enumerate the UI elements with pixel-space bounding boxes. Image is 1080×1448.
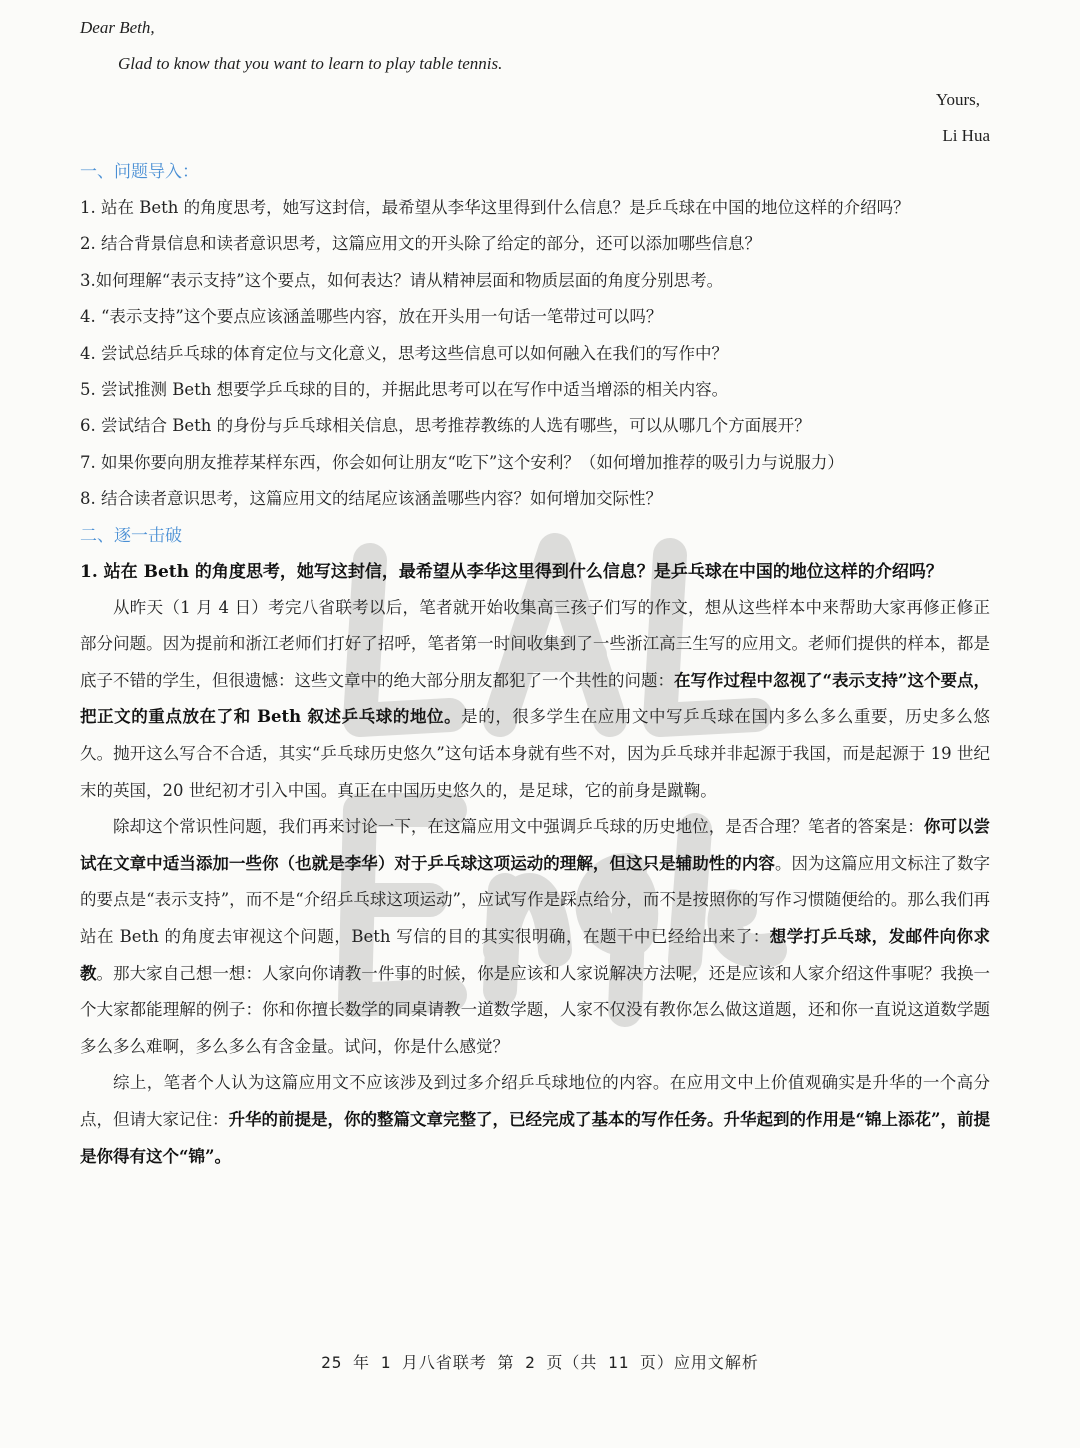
document-content <box>80 10 990 1175</box>
letter-closing: Yours, <box>935 90 980 109</box>
analysis-paragraph-1 <box>80 590 990 810</box>
letter-signature: Li Hua <box>942 126 990 145</box>
analysis-paragraph-2 <box>80 809 990 1065</box>
section2-question: 1. 站在 Beth 的角度思考，她写这封信，最希望从李华这里得到什么信息？是乒乓球在中国的地位这样的介绍吗？ <box>80 561 943 582</box>
letter-opening: Glad to know that you want to learn to play table tennis. <box>118 54 503 73</box>
text-span: 综上，笔者个人认为这篇应用文不应该涉及到过多介绍乒乓球地位的内容。在应用文中上价值观确实是升华的一个高分点，但请大家记住： <box>80 1073 990 1129</box>
section1-heading: 一、问题导入： <box>80 162 199 182</box>
emphasis-text: 在写作过程中忽视了“表示支持”这个要点，把正文的重点放在了和 Beth 叙述乒乓球的地位。 <box>80 670 991 727</box>
question-item: 4. 尝试总结乒乓球的体育定位与文化意义，思考这些信息可以如何融入在我们的写作中？ <box>80 343 728 363</box>
question-item: 3.如何理解“表示支持”这个要点，如何表达？请从精神层面和物质层面的角度分别思考。 <box>80 270 724 290</box>
text-span: 是的，很多学生在应用文中写乒乓球在国内多么多么重要，历史多么悠久。抛开这么写合不合适，其实“乒乓球历史悠久”这句话本身就有些不对，因为乒乓球并非起源于我国，而是起源于 19 世纪末的英国，20 世纪初才引入中国。真正在中国历史悠久的，是足球，它的前身是蹴鞠。 <box>80 707 990 800</box>
page-footer: 25 年 1 月八省联考 第 2 页（共 11 页）应用文解析 <box>321 1353 759 1372</box>
emphasis-text: 想学打乒乓球，发邮件向你求教 <box>80 927 991 983</box>
question-item: 7. 如果你要向朋友推荐某样东西，你会如何让朋友“吃下”这个安利？（如何增加推荐的吸引力与说服力） <box>80 452 844 472</box>
text-span: 。那大家自己想一想：人家向你请教一件事的时候，你是应该和人家说解决方法呢，还是应该和人家介绍这件事呢？我换一个大家都能理解的例子：你和你擅长数学的同桌请教一道数学题，人家不仅没有教你怎么做这道题，还和你一直说这道数学题多么多么难啊，多么多么有含金量。试问，你是什么感觉？ <box>80 963 991 1056</box>
question-item: 1. 站在 Beth 的角度思考，她写这封信，最希望从李华这里得到什么信息？是乒乓球在中国的地位这样的介绍吗？ <box>80 198 910 217</box>
question-item: 2. 结合背景信息和读者意识思考，这篇应用文的开头除了给定的部分，还可以添加哪些信息？ <box>80 234 761 254</box>
section2-heading: 二、逐一击破 <box>80 525 182 546</box>
analysis-paragraph-3 <box>80 1065 990 1175</box>
letter-salutation: Dear Beth, <box>80 18 155 37</box>
emphasis-text: 升华的前提是，你的整篇文章完整了，已经完成了基本的写作任务。升华起到的作用是“锦上添花”，前提是你得有这个“锦”。 <box>80 1109 991 1166</box>
emphasis-text: 你可以尝试在文章中适当添加一些你（也就是李华）对于乒乓球这项运动的理解，但这只是辅助性的内容 <box>80 817 991 873</box>
question-item: 4. “表示支持”这个要点应该涵盖哪些内容，放在开头用一句话一笔带过可以吗？ <box>80 307 663 327</box>
question-item: 6. 尝试结合 Beth 的身份与乒乓球相关信息，思考推荐教练的人选有哪些，可以从哪几个方面展开？ <box>80 416 811 436</box>
question-item: 5. 尝试推测 Beth 想要学乒乓球的目的，并据此思考可以在写作中适当增添的相关内容。 <box>80 380 729 400</box>
text-span: 除却这个常识性问题，我们再来讨论一下，在这篇应用文中强调乒乓球的历史地位，是否合理？笔者的答案是： <box>113 817 924 837</box>
text-span: 。因为这篇应用文标注了数字的要点是“表示支持”，而不是“介绍乒乓球这项运动”，应试写作是踩点给分，而不是按照你的写作习惯随便给的。那么我们再站在 Beth 的角度去审视这个问题，Beth 写信的目的其实很明确，在题干中已经给出来了： <box>80 853 991 946</box>
text-span: 从昨天（1 月 4 日）考完八省联考以后，笔者就开始收集高三孩子们写的作文，想从这些样本中来帮助大家再修正修正部分问题。因为提前和浙江老师们打好了招呼，笔者第一时间收集到了一些浙江高三生写的应用文。老师们提供的样本，都是底子不错的学生，但很遗憾：这些文章中的绝大部分朋友都犯了一个共性的问题： <box>80 597 990 690</box>
question-item: 8. 结合读者意识思考，这篇应用文的结尾应该涵盖哪些内容？如何增加交际性？ <box>80 489 662 509</box>
